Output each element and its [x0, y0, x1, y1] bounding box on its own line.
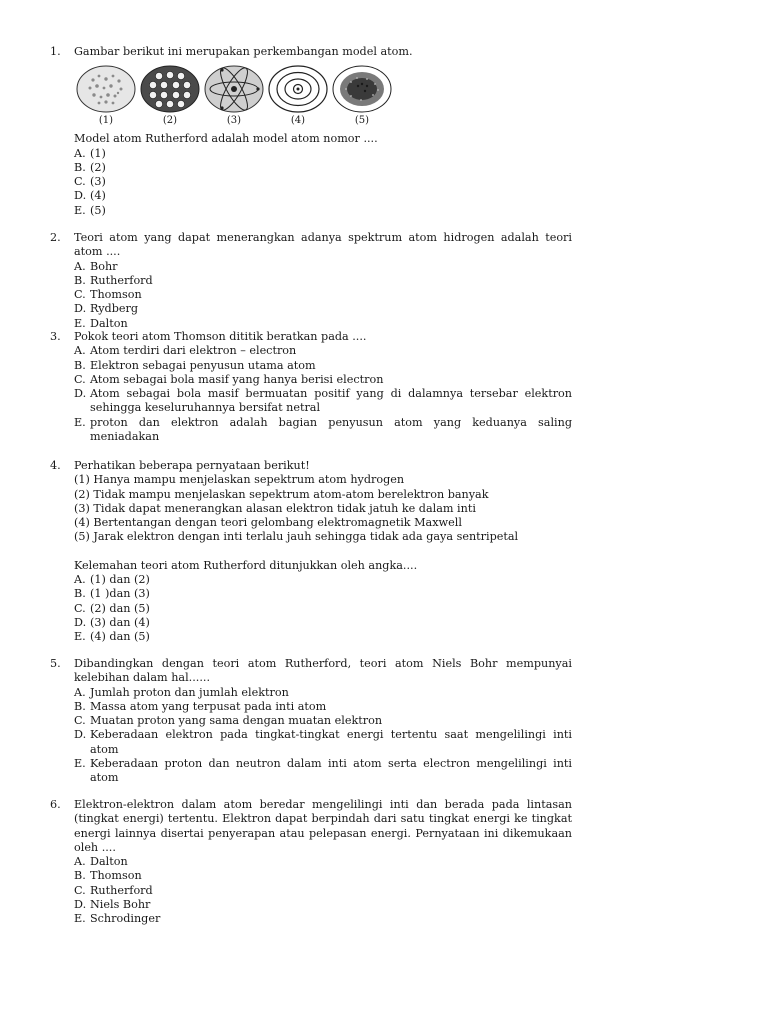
option-text: Atom terdiri dari elektron – electron [90, 344, 297, 358]
option-text: Niels Bohr [90, 898, 151, 912]
option-d[interactable] [74, 189, 572, 203]
question-stem: Elektron-elektron dalam atom beredar mengelilingi inti dan berada pada lintasan (tingkat energi) tertentu. Elektron dapat berpindah dari satu tingkat energi ke tingkat energi lainnya disertai penyerapan atau pelepasan energi. Pernyataan ini dikemukaan oleh .... [74, 798, 572, 854]
question-4 [50, 459, 572, 645]
figure-label: (3) [226, 115, 242, 127]
option-label: E. [74, 203, 86, 217]
atom-model-figure-1 [74, 64, 138, 127]
option-label: E. [74, 415, 86, 429]
option-text: Thomson [90, 869, 142, 883]
atom-model-figure-3 [202, 64, 266, 127]
option-label: B. [74, 273, 86, 287]
option-c[interactable] [74, 714, 572, 728]
question-prompt: Model atom Rutherford adalah model atom nomor .... [74, 132, 378, 146]
option-text: Rutherford [90, 273, 153, 287]
option-label: E. [74, 912, 86, 926]
option-text: (3) dan (4) [90, 615, 150, 629]
question-stem: Gambar berikut ini merupakan perkembangan model atom. [74, 45, 413, 58]
option-d[interactable] [74, 728, 572, 757]
option-d[interactable] [74, 616, 572, 630]
option-e[interactable] [74, 630, 572, 644]
figure-label: (2) [162, 115, 178, 127]
option-label: A. [74, 146, 86, 160]
option-e[interactable] [74, 204, 572, 218]
atom-model-figure-4 [266, 64, 330, 127]
option-a[interactable] [74, 855, 572, 869]
option-text: (1) dan (2) [90, 573, 150, 587]
option-a[interactable] [74, 147, 572, 161]
question-stem: Teori atom yang dapat menerangkan adanya spektrum atom hidrogen adalah teori atom .... [74, 231, 572, 259]
atom-model-figure-5 [330, 64, 394, 127]
option-e[interactable] [74, 317, 572, 331]
option-label: E. [74, 630, 86, 644]
question-number: 3. [50, 330, 61, 343]
option-b[interactable] [74, 700, 572, 714]
option-d[interactable] [74, 302, 572, 316]
option-label: E. [74, 316, 86, 330]
option-text: (2) [90, 160, 106, 174]
option-text: Muatan proton yang sama dengan muatan elektron [90, 714, 383, 728]
question-3 [50, 330, 572, 444]
question-6 [50, 798, 572, 927]
option-e[interactable] [74, 757, 572, 786]
option-label: D. [74, 387, 87, 401]
option-text: Dalton [90, 316, 128, 330]
option-text: Dalton [90, 855, 128, 869]
question-number: 2. [50, 231, 61, 244]
question-stem: Dibandingkan dengan teori atom Rutherford, teori atom Niels Bohr mempunyai kelebihan dalam hal...... [74, 657, 572, 685]
option-a[interactable] [74, 686, 572, 700]
option-text: Thomson [90, 288, 142, 302]
atom-model-figure-2 [138, 64, 202, 127]
option-label: C. [74, 714, 86, 728]
option-text: Atom sebagai bola masif yang hanya berisi electron [90, 372, 384, 386]
option-a[interactable] [74, 260, 572, 274]
figure-label: (4) [290, 115, 306, 127]
option-text: (3) [90, 175, 106, 189]
option-d[interactable] [74, 387, 572, 416]
option-c[interactable] [74, 602, 572, 616]
statement-1: (1) Hanya mampu menjelaskan sepektrum atom hydrogen [74, 473, 405, 487]
option-label: B. [74, 160, 86, 174]
option-label: D. [74, 302, 87, 316]
option-b[interactable] [74, 869, 572, 883]
option-a[interactable] [74, 573, 572, 587]
option-c[interactable] [74, 373, 572, 387]
option-text: Atom sebagai bola masif bermuatan positif yang di dalamnya tersebar elektron sehingga keseluruhannya bersifat netral [90, 387, 572, 415]
option-label: A. [74, 855, 86, 869]
option-text: (4) dan (5) [90, 630, 150, 644]
question-stem: Perhatikan beberapa pernyataan berikut! [74, 459, 310, 472]
option-label: B. [74, 699, 86, 713]
option-c[interactable] [74, 288, 572, 302]
option-text: Massa atom yang terpusat pada inti atom [90, 699, 327, 713]
option-label: C. [74, 175, 86, 189]
option-text: Jumlah proton dan jumlah elektron [90, 685, 289, 699]
option-text: proton dan elektron adalah bagian penyusun atom yang keduanya saling meniadakan [90, 415, 572, 444]
statement-2: (2) Tidak mampu menjelaskan sepektrum atom-atom berelektron banyak [74, 487, 489, 501]
statement-3: (3) Tidak dapat menerangkan alasan elektron tidak jatuh ke dalam inti [74, 501, 476, 515]
option-label: B. [74, 587, 86, 601]
option-d[interactable] [74, 898, 572, 912]
option-label: A. [74, 573, 86, 587]
option-text: Bohr [90, 259, 118, 273]
electron-cloud-model-image [331, 64, 393, 114]
question-2 [50, 231, 572, 331]
option-e[interactable] [74, 912, 572, 926]
question-prompt: Kelemahan teori atom Rutherford ditunjukkan oleh angka.... [74, 558, 418, 572]
option-text: Rutherford [90, 883, 153, 897]
option-label: A. [74, 685, 86, 699]
option-text: (2) dan (5) [90, 601, 150, 615]
figure-label: (5) [354, 115, 370, 127]
option-text: (1 )dan (3) [90, 587, 150, 601]
option-label: D. [74, 189, 87, 203]
statement-5: (5) Jarak elektron dengan inti terlalu jauh sehingga tidak ada gaya sentripetal [74, 530, 519, 544]
atom-models-figure [74, 64, 572, 127]
option-b[interactable] [74, 587, 572, 601]
rutherford-model-image [203, 64, 265, 114]
option-label: D. [74, 898, 87, 912]
question-number: 4. [50, 459, 61, 472]
option-label: D. [74, 728, 87, 742]
option-a[interactable] [74, 344, 572, 358]
option-text: Rydberg [90, 302, 139, 316]
option-text: (5) [90, 203, 106, 217]
option-e[interactable] [74, 416, 572, 445]
option-b[interactable] [74, 359, 572, 373]
option-label: D. [74, 615, 87, 629]
option-c[interactable] [74, 175, 572, 189]
option-text: Keberadaan proton dan neutron dalam inti atom serta electron mengelilingi inti atom [90, 757, 572, 785]
option-text: Elektron sebagai penyusun utama atom [90, 358, 316, 372]
option-b[interactable] [74, 274, 572, 288]
figure-label: (1) [98, 115, 114, 127]
option-label: C. [74, 883, 86, 897]
question-number: 6. [50, 798, 61, 811]
question-5 [50, 657, 572, 786]
option-c[interactable] [74, 884, 572, 898]
option-label: C. [74, 372, 86, 386]
option-text: (1) [90, 146, 106, 160]
option-label: C. [74, 288, 86, 302]
option-text: (4) [90, 189, 106, 203]
thomson-model-image [139, 64, 201, 114]
option-label: A. [74, 259, 86, 273]
option-label: B. [74, 869, 86, 883]
option-label: A. [74, 344, 86, 358]
question-1 [50, 45, 572, 218]
question-stem: Pokok teori atom Thomson dititik beratkan pada .... [74, 330, 367, 343]
option-label: E. [74, 757, 86, 771]
question-number: 1. [50, 45, 61, 58]
option-label: B. [74, 358, 86, 372]
bohr-model-image [267, 64, 329, 114]
dalton-model-image [75, 64, 137, 114]
statement-4: (4) Bertentangan dengan teori gelombang elektromagnetik Maxwell [74, 516, 462, 530]
option-b[interactable] [74, 161, 572, 175]
option-text: Schrodinger [90, 912, 161, 926]
question-number: 5. [50, 657, 61, 670]
option-text: Keberadaan elektron pada tingkat-tingkat energi tertentu saat mengelilingi inti atom [90, 728, 572, 756]
option-label: C. [74, 601, 86, 615]
